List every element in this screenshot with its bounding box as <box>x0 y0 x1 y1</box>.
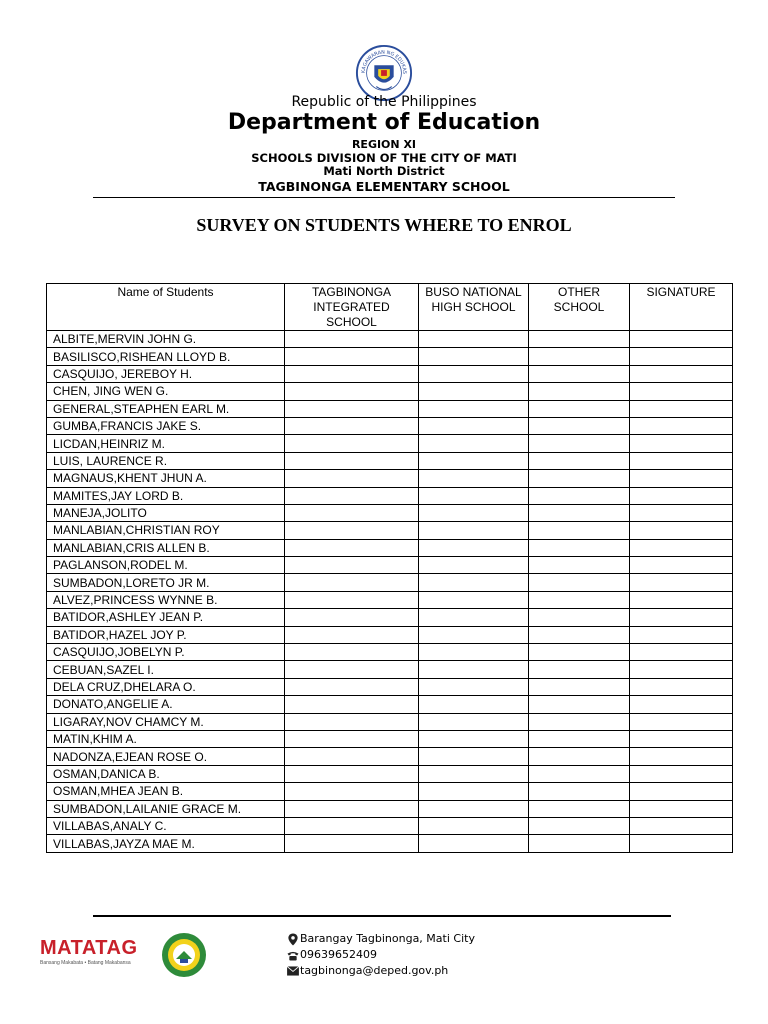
signature-cell[interactable] <box>630 435 733 452</box>
other-school-cell[interactable] <box>529 800 630 817</box>
table-row <box>47 765 733 782</box>
tagbinonga-choice-cell[interactable] <box>285 365 419 382</box>
header-tagbinonga-line2: INTEGRATED <box>313 300 390 314</box>
signature-cell[interactable] <box>630 331 733 348</box>
table-row <box>47 696 733 713</box>
table-row <box>47 400 733 417</box>
signature-cell[interactable] <box>630 383 733 400</box>
header-buso-line1: BUSO NATIONAL <box>425 285 522 299</box>
other-school-cell[interactable] <box>529 835 630 852</box>
signature-cell[interactable] <box>630 800 733 817</box>
table-row <box>47 557 733 574</box>
buso-choice-cell[interactable] <box>419 800 529 817</box>
other-school-cell[interactable] <box>529 591 630 608</box>
other-school-cell[interactable] <box>529 557 630 574</box>
table-row <box>47 835 733 852</box>
buso-choice-cell[interactable] <box>419 713 529 730</box>
buso-choice-cell[interactable] <box>419 609 529 626</box>
table-row <box>47 348 733 365</box>
other-school-cell[interactable] <box>529 696 630 713</box>
tagbinonga-choice-cell[interactable] <box>285 817 419 834</box>
tagbinonga-choice-cell[interactable] <box>285 470 419 487</box>
buso-choice-cell[interactable] <box>419 452 529 469</box>
buso-choice-cell[interactable] <box>419 470 529 487</box>
student-survey-table <box>46 283 733 853</box>
student-name-cell: ALVEZ,PRINCESS WYNNE B. <box>47 591 285 608</box>
buso-choice-cell[interactable] <box>419 574 529 591</box>
tagbinonga-choice-cell[interactable] <box>285 383 419 400</box>
header-other-school <box>529 284 630 331</box>
student-name-cell: MAMITES,JAY LORD B. <box>47 487 285 504</box>
tagbinonga-choice-cell[interactable] <box>285 626 419 643</box>
student-name-cell: MANLABIAN,CRIS ALLEN B. <box>47 539 285 556</box>
tagbinonga-choice-cell[interactable] <box>285 730 419 747</box>
student-name-cell: GUMBA,FRANCIS JAKE S. <box>47 417 285 434</box>
buso-choice-cell[interactable] <box>419 400 529 417</box>
other-school-cell[interactable] <box>529 504 630 521</box>
other-school-cell[interactable] <box>529 417 630 434</box>
tagbinonga-choice-cell[interactable] <box>285 557 419 574</box>
signature-cell[interactable] <box>630 487 733 504</box>
buso-choice-cell[interactable] <box>419 504 529 521</box>
tagbinonga-choice-cell[interactable] <box>285 696 419 713</box>
address-text: Barangay Tagbinonga, Mati City <box>300 932 475 945</box>
student-name-cell: LICDAN,HEINRIZ M. <box>47 435 285 452</box>
student-name-cell: ALBITE,MERVIN JOHN G. <box>47 331 285 348</box>
other-school-cell[interactable] <box>529 331 630 348</box>
student-name-cell: BASILISCO,RISHEAN LLOYD B. <box>47 348 285 365</box>
signature-cell[interactable] <box>630 504 733 521</box>
table-row <box>47 783 733 800</box>
mail-icon <box>286 966 300 976</box>
tagbinonga-choice-cell[interactable] <box>285 591 419 608</box>
buso-choice-cell[interactable] <box>419 348 529 365</box>
table-row <box>47 365 733 382</box>
student-name-cell: SUMBADON,LORETO JR M. <box>47 574 285 591</box>
table-row <box>47 383 733 400</box>
student-name-cell: DONATO,ANGELIE A. <box>47 696 285 713</box>
other-school-cell[interactable] <box>529 470 630 487</box>
header-signature-label: SIGNATURE <box>646 285 716 299</box>
student-name-cell: MAGNAUS,KHENT JHUN A. <box>47 470 285 487</box>
table-row <box>47 331 733 348</box>
signature-cell[interactable] <box>630 817 733 834</box>
other-school-cell[interactable] <box>529 365 630 382</box>
table-row <box>47 574 733 591</box>
tagbinonga-choice-cell[interactable] <box>285 435 419 452</box>
other-school-cell[interactable] <box>529 348 630 365</box>
tagbinonga-choice-cell[interactable] <box>285 452 419 469</box>
other-school-cell[interactable] <box>529 452 630 469</box>
student-name-cell: CHEN, JING WEN G. <box>47 383 285 400</box>
table-row <box>47 817 733 834</box>
signature-cell[interactable] <box>630 713 733 730</box>
tagbinonga-choice-cell[interactable] <box>285 678 419 695</box>
contact-phone <box>286 948 377 961</box>
header-divider <box>93 197 675 198</box>
student-name-cell: VILLABAS,ANALY C. <box>47 817 285 834</box>
table-row <box>47 626 733 643</box>
other-school-cell[interactable] <box>529 435 630 452</box>
buso-choice-cell[interactable] <box>419 487 529 504</box>
buso-choice-cell[interactable] <box>419 522 529 539</box>
email-text: tagbinonga@deped.gov.ph <box>300 964 449 977</box>
student-name-cell: OSMAN,DANICA B. <box>47 765 285 782</box>
other-school-cell[interactable] <box>529 678 630 695</box>
header-tagbinonga-line3: SCHOOL <box>326 315 377 329</box>
footer-divider <box>93 915 671 917</box>
other-school-cell[interactable] <box>529 522 630 539</box>
table-row <box>47 800 733 817</box>
tagbinonga-choice-cell[interactable] <box>285 417 419 434</box>
tagbinonga-choice-cell[interactable] <box>285 748 419 765</box>
signature-cell[interactable] <box>630 696 733 713</box>
tagbinonga-choice-cell[interactable] <box>285 661 419 678</box>
header-tagbinonga-integrated-school <box>285 284 419 331</box>
student-name-cell: BATIDOR,HAZEL JOY P. <box>47 626 285 643</box>
other-school-cell[interactable] <box>529 400 630 417</box>
other-school-cell[interactable] <box>529 765 630 782</box>
student-rows <box>47 331 733 853</box>
signature-cell[interactable] <box>630 661 733 678</box>
header-other-line1: OTHER <box>558 285 600 299</box>
location-pin-icon <box>286 933 300 946</box>
header-name-of-students <box>47 284 285 331</box>
student-name-cell: DELA CRUZ,DHELARA O. <box>47 678 285 695</box>
tagbinonga-choice-cell[interactable] <box>285 800 419 817</box>
tagbinonga-choice-cell[interactable] <box>285 644 419 661</box>
district-heading: Mati North District <box>323 164 445 178</box>
signature-cell[interactable] <box>630 730 733 747</box>
tagbinonga-choice-cell[interactable] <box>285 487 419 504</box>
buso-choice-cell[interactable] <box>419 730 529 747</box>
table-row <box>47 591 733 608</box>
tagbinonga-choice-cell[interactable] <box>285 331 419 348</box>
seal-text: KAGAWARAN NG EDUKAS <box>361 50 407 75</box>
buso-choice-cell[interactable] <box>419 661 529 678</box>
other-school-cell[interactable] <box>529 748 630 765</box>
buso-choice-cell[interactable] <box>419 626 529 643</box>
student-name-cell: LIGARAY,NOV CHAMCY M. <box>47 713 285 730</box>
table-header-row <box>47 284 733 331</box>
buso-choice-cell[interactable] <box>419 539 529 556</box>
other-school-cell[interactable] <box>529 730 630 747</box>
signature-cell[interactable] <box>630 365 733 382</box>
header-name-label: Name of Students <box>117 285 214 299</box>
other-school-cell[interactable] <box>529 609 630 626</box>
table-row <box>47 417 733 434</box>
buso-choice-cell[interactable] <box>419 835 529 852</box>
signature-cell[interactable] <box>630 417 733 434</box>
signature-cell[interactable] <box>630 626 733 643</box>
region-heading: REGION XI <box>351 138 417 151</box>
table-row <box>47 730 733 747</box>
buso-choice-cell[interactable] <box>419 417 529 434</box>
student-name-cell: CASQUIJO, JEREBOY H. <box>47 365 285 382</box>
buso-choice-cell[interactable] <box>419 331 529 348</box>
signature-cell[interactable] <box>630 400 733 417</box>
phone-text: 09639652409 <box>300 948 377 961</box>
buso-choice-cell[interactable] <box>419 696 529 713</box>
header-buso-national-high-school <box>419 284 529 331</box>
student-name-cell: MANLABIAN,CHRISTIAN ROY <box>47 522 285 539</box>
table-row <box>47 748 733 765</box>
other-school-cell[interactable] <box>529 661 630 678</box>
department-heading: Department of Education <box>227 110 541 135</box>
table-row <box>47 522 733 539</box>
signature-cell[interactable] <box>630 522 733 539</box>
phone-icon <box>286 950 300 961</box>
school-name-heading: TAGBINONGA ELEMENTARY SCHOOL <box>258 179 510 194</box>
student-name-cell: PAGLANSON,RODEL M. <box>47 557 285 574</box>
student-name-cell: CASQUIJO,JOBELYN P. <box>47 644 285 661</box>
tagbinonga-choice-cell[interactable] <box>285 783 419 800</box>
student-name-cell: LUIS, LAURENCE R. <box>47 452 285 469</box>
matatag-logo <box>40 938 145 970</box>
buso-choice-cell[interactable] <box>419 678 529 695</box>
division-heading: SCHOOLS DIVISION OF THE CITY OF MATI <box>251 151 517 165</box>
tagbinonga-choice-cell[interactable] <box>285 574 419 591</box>
student-name-cell: BATIDOR,ASHLEY JEAN P. <box>47 609 285 626</box>
signature-cell[interactable] <box>630 644 733 661</box>
other-school-cell[interactable] <box>529 644 630 661</box>
table-row <box>47 678 733 695</box>
signature-cell[interactable] <box>630 609 733 626</box>
signature-cell[interactable] <box>630 591 733 608</box>
matatag-wordmark: MATATAG <box>40 937 138 959</box>
signature-cell[interactable] <box>630 574 733 591</box>
other-school-cell[interactable] <box>529 713 630 730</box>
other-school-cell[interactable] <box>529 626 630 643</box>
signature-cell[interactable] <box>630 783 733 800</box>
table-row <box>47 487 733 504</box>
other-school-cell[interactable] <box>529 487 630 504</box>
table-row <box>47 470 733 487</box>
republic-heading: Republic of the Philippines <box>291 94 477 110</box>
tagbinonga-choice-cell[interactable] <box>285 522 419 539</box>
student-name-cell: VILLABAS,JAYZA MAE M. <box>47 835 285 852</box>
table-row <box>47 644 733 661</box>
tagbinonga-choice-cell[interactable] <box>285 504 419 521</box>
tagbinonga-choice-cell[interactable] <box>285 400 419 417</box>
survey-title: SURVEY ON STUDENTS WHERE TO ENROL <box>196 215 572 235</box>
other-school-cell[interactable] <box>529 539 630 556</box>
signature-cell[interactable] <box>630 557 733 574</box>
contact-address <box>286 932 475 946</box>
signature-cell[interactable] <box>630 470 733 487</box>
other-school-cell[interactable] <box>529 817 630 834</box>
student-name-cell: CEBUAN,SAZEL I. <box>47 661 285 678</box>
contact-email <box>286 964 448 977</box>
student-name-cell: SUMBADON,LAILANIE GRACE M. <box>47 800 285 817</box>
matatag-tagline: Bansang Makabata • Batang Makabansa <box>40 960 131 966</box>
header-buso-line2: HIGH SCHOOL <box>431 300 516 314</box>
buso-choice-cell[interactable] <box>419 557 529 574</box>
buso-choice-cell[interactable] <box>419 365 529 382</box>
student-name-cell: NADONZA,EJEAN ROSE O. <box>47 748 285 765</box>
header-other-line2: SCHOOL <box>553 300 605 314</box>
signature-cell[interactable] <box>630 452 733 469</box>
header-tagbinonga-line1: TAGBINONGA <box>311 285 392 299</box>
buso-choice-cell[interactable] <box>419 383 529 400</box>
tagbinonga-choice-cell[interactable] <box>285 713 419 730</box>
other-school-cell[interactable] <box>529 383 630 400</box>
buso-choice-cell[interactable] <box>419 591 529 608</box>
tagbinonga-choice-cell[interactable] <box>285 765 419 782</box>
header-signature <box>630 284 733 331</box>
buso-choice-cell[interactable] <box>419 783 529 800</box>
signature-cell[interactable] <box>630 835 733 852</box>
table-row <box>47 539 733 556</box>
table-row <box>47 435 733 452</box>
table-row <box>47 713 733 730</box>
signature-cell[interactable] <box>630 539 733 556</box>
signature-cell[interactable] <box>630 348 733 365</box>
tagbinonga-choice-cell[interactable] <box>285 835 419 852</box>
buso-choice-cell[interactable] <box>419 644 529 661</box>
student-name-cell: MATIN,KHIM A. <box>47 730 285 747</box>
tagbinonga-choice-cell[interactable] <box>285 539 419 556</box>
other-school-cell[interactable] <box>529 574 630 591</box>
buso-choice-cell[interactable] <box>419 817 529 834</box>
tagbinonga-choice-cell[interactable] <box>285 609 419 626</box>
tagbinonga-choice-cell[interactable] <box>285 348 419 365</box>
signature-cell[interactable] <box>630 748 733 765</box>
signature-cell[interactable] <box>630 678 733 695</box>
other-school-cell[interactable] <box>529 783 630 800</box>
table-row <box>47 452 733 469</box>
student-name-cell: GENERAL,STEAPHEN EARL M. <box>47 400 285 417</box>
table-row <box>47 504 733 521</box>
school-logo <box>161 932 207 978</box>
signature-cell[interactable] <box>630 765 733 782</box>
buso-choice-cell[interactable] <box>419 435 529 452</box>
table-row <box>47 661 733 678</box>
buso-choice-cell[interactable] <box>419 765 529 782</box>
table-row <box>47 609 733 626</box>
buso-choice-cell[interactable] <box>419 748 529 765</box>
student-name-cell: MANEJA,JOLITO <box>47 504 285 521</box>
student-name-cell: OSMAN,MHEA JEAN B. <box>47 783 285 800</box>
